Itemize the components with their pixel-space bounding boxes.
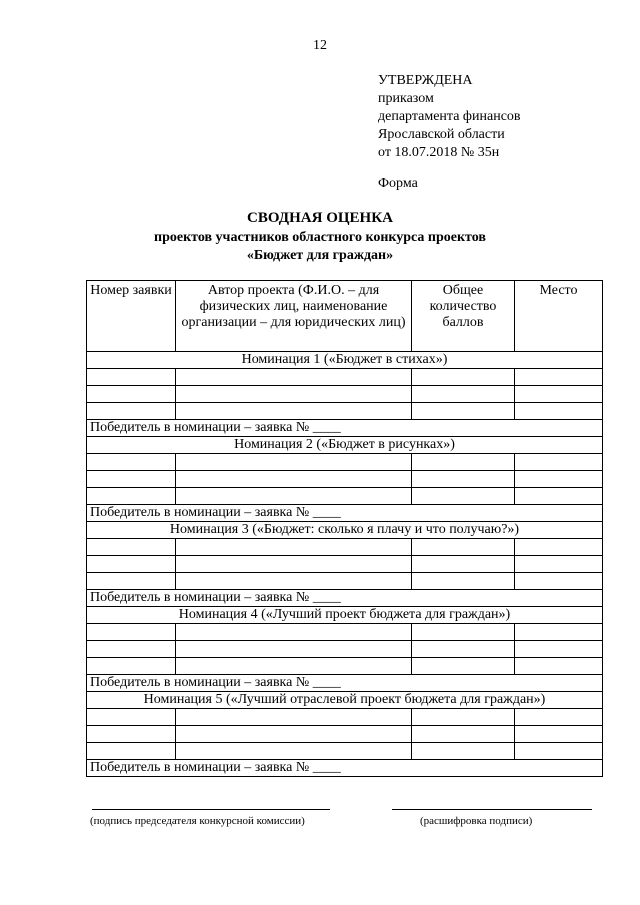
cell-author[interactable] bbox=[176, 624, 412, 641]
cell-place[interactable] bbox=[515, 743, 603, 760]
table-header-row bbox=[87, 281, 603, 352]
cell-number[interactable] bbox=[87, 641, 176, 658]
table-row bbox=[87, 369, 603, 386]
cell-author[interactable] bbox=[176, 573, 412, 590]
cell-place[interactable] bbox=[515, 556, 603, 573]
winner-row bbox=[87, 505, 603, 522]
approval-line: УТВЕРЖДЕНА bbox=[378, 73, 473, 88]
cell-author[interactable] bbox=[176, 658, 412, 675]
cell-score[interactable] bbox=[412, 488, 515, 505]
table-row bbox=[87, 471, 603, 488]
cell-author[interactable] bbox=[176, 709, 412, 726]
cell-score[interactable] bbox=[412, 556, 515, 573]
nomination-title: Номинация 1 («Бюджет в стихах») bbox=[87, 352, 603, 369]
winner-line: Победитель в номинации – заявка № ____ bbox=[87, 505, 603, 522]
cell-number[interactable] bbox=[87, 403, 176, 420]
approval-line: Ярославской области bbox=[378, 127, 505, 142]
cell-number[interactable] bbox=[87, 539, 176, 556]
cell-score[interactable] bbox=[412, 539, 515, 556]
table-row bbox=[87, 726, 603, 743]
table-row bbox=[87, 454, 603, 471]
form-label: Форма bbox=[378, 176, 418, 191]
cell-author[interactable] bbox=[176, 454, 412, 471]
table-row bbox=[87, 709, 603, 726]
cell-place[interactable] bbox=[515, 624, 603, 641]
header-application-number: Номер заявки bbox=[87, 281, 176, 352]
cell-number[interactable] bbox=[87, 726, 176, 743]
cell-score[interactable] bbox=[412, 369, 515, 386]
nomination-row bbox=[87, 352, 603, 369]
winner-line: Победитель в номинации – заявка № ____ bbox=[87, 675, 603, 692]
table-row bbox=[87, 641, 603, 658]
winner-row bbox=[87, 590, 603, 607]
cell-number[interactable] bbox=[87, 624, 176, 641]
cell-number[interactable] bbox=[87, 488, 176, 505]
table-row bbox=[87, 556, 603, 573]
table-row bbox=[87, 743, 603, 760]
cell-score[interactable] bbox=[412, 743, 515, 760]
cell-place[interactable] bbox=[515, 488, 603, 505]
cell-author[interactable] bbox=[176, 403, 412, 420]
cell-number[interactable] bbox=[87, 743, 176, 760]
cell-score[interactable] bbox=[412, 709, 515, 726]
cell-place[interactable] bbox=[515, 709, 603, 726]
approval-line: департамента финансов bbox=[378, 109, 521, 124]
cell-place[interactable] bbox=[515, 403, 603, 420]
cell-author[interactable] bbox=[176, 386, 412, 403]
chairman-signature-label: (подпись председателя конкурсной комиссии) bbox=[90, 815, 305, 827]
document-subtitle-contest: «Бюджет для граждан» bbox=[246, 248, 394, 263]
winner-row bbox=[87, 760, 603, 777]
table-row bbox=[87, 658, 603, 675]
chairman-signature-line[interactable] bbox=[92, 809, 330, 810]
nomination-title: Номинация 4 («Лучший проект бюджета для граждан») bbox=[87, 607, 603, 624]
table-row bbox=[87, 386, 603, 403]
cell-author[interactable] bbox=[176, 743, 412, 760]
document-title: СВОДНАЯ ОЦЕНКА bbox=[247, 210, 393, 226]
cell-place[interactable] bbox=[515, 369, 603, 386]
summary-table bbox=[86, 280, 603, 777]
winner-row bbox=[87, 675, 603, 692]
cell-author[interactable] bbox=[176, 471, 412, 488]
table-row bbox=[87, 539, 603, 556]
cell-number[interactable] bbox=[87, 386, 176, 403]
page-number: 12 bbox=[313, 38, 327, 53]
nomination-title: Номинация 3 («Бюджет: сколько я плачу и что получаю?») bbox=[87, 522, 603, 539]
winner-row bbox=[87, 420, 603, 437]
cell-place[interactable] bbox=[515, 454, 603, 471]
header-place: Место bbox=[515, 281, 603, 352]
cell-author[interactable] bbox=[176, 369, 412, 386]
cell-place[interactable] bbox=[515, 641, 603, 658]
nomination-row bbox=[87, 607, 603, 624]
cell-place[interactable] bbox=[515, 386, 603, 403]
document-subtitle: проектов участников областного конкурса проектов bbox=[154, 230, 486, 245]
nomination-title: Номинация 5 («Лучший отраслевой проект бюджета для граждан») bbox=[87, 692, 603, 709]
cell-author[interactable] bbox=[176, 556, 412, 573]
cell-number[interactable] bbox=[87, 454, 176, 471]
table-row bbox=[87, 488, 603, 505]
cell-author[interactable] bbox=[176, 488, 412, 505]
cell-place[interactable] bbox=[515, 471, 603, 488]
header-project-author: Автор проекта (Ф.И.О. – для физических лиц, наименование организации – для юридических лиц) bbox=[176, 281, 412, 352]
approval-line: приказом bbox=[378, 91, 434, 106]
cell-place[interactable] bbox=[515, 573, 603, 590]
winner-line: Победитель в номинации – заявка № ____ bbox=[87, 760, 603, 777]
cell-author[interactable] bbox=[176, 726, 412, 743]
signature-transcript-line[interactable] bbox=[392, 809, 592, 810]
cell-number[interactable] bbox=[87, 471, 176, 488]
winner-line: Победитель в номинации – заявка № ____ bbox=[87, 420, 603, 437]
table-row bbox=[87, 573, 603, 590]
nomination-row bbox=[87, 692, 603, 709]
cell-number[interactable] bbox=[87, 369, 176, 386]
cell-score[interactable] bbox=[412, 658, 515, 675]
approval-line: от 18.07.2018 № 35н bbox=[378, 145, 500, 160]
nomination-title: Номинация 2 («Бюджет в рисунках») bbox=[87, 437, 603, 454]
cell-place[interactable] bbox=[515, 539, 603, 556]
winner-line: Победитель в номинации – заявка № ____ bbox=[87, 590, 603, 607]
cell-number[interactable] bbox=[87, 573, 176, 590]
cell-number[interactable] bbox=[87, 709, 176, 726]
cell-score[interactable] bbox=[412, 471, 515, 488]
cell-author[interactable] bbox=[176, 539, 412, 556]
cell-place[interactable] bbox=[515, 658, 603, 675]
approval-stamp bbox=[378, 72, 521, 162]
table-row bbox=[87, 624, 603, 641]
signature-transcript-label: (расшифровка подписи) bbox=[420, 815, 533, 827]
cell-score[interactable] bbox=[412, 573, 515, 590]
cell-score[interactable] bbox=[412, 403, 515, 420]
cell-number[interactable] bbox=[87, 658, 176, 675]
cell-score[interactable] bbox=[412, 454, 515, 471]
cell-author[interactable] bbox=[176, 641, 412, 658]
header-total-score: Общее количество баллов bbox=[412, 281, 515, 352]
cell-number[interactable] bbox=[87, 556, 176, 573]
cell-place[interactable] bbox=[515, 726, 603, 743]
cell-score[interactable] bbox=[412, 726, 515, 743]
cell-score[interactable] bbox=[412, 624, 515, 641]
cell-score[interactable] bbox=[412, 641, 515, 658]
table-row bbox=[87, 403, 603, 420]
nomination-row bbox=[87, 522, 603, 539]
nomination-row bbox=[87, 437, 603, 454]
cell-score[interactable] bbox=[412, 386, 515, 403]
